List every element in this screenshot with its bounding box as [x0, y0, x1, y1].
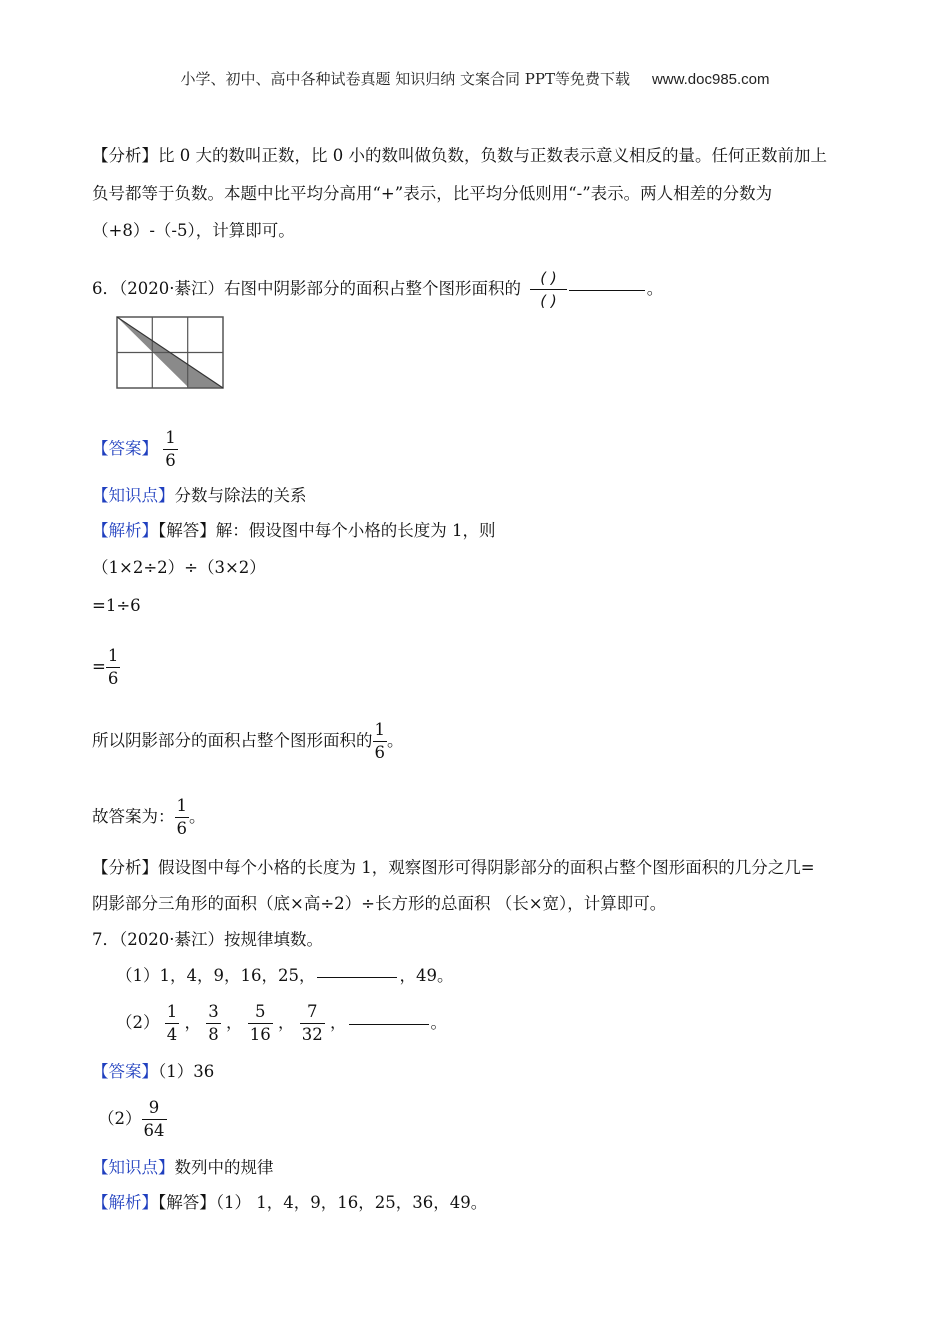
q6-knowledge	[92, 486, 307, 506]
analysis5-line3: （+8）-（-5），计算即可。	[92, 221, 295, 240]
q6-conclusion-num: 1	[373, 720, 388, 742]
q6-conclusion-fraction	[373, 720, 388, 763]
q6-knowledge-text: 分数与除法的关系	[174, 486, 307, 505]
q7-knowledge	[92, 1158, 274, 1178]
q6-final	[92, 796, 206, 839]
q7-answer	[92, 1062, 214, 1082]
q6-end: 。	[646, 279, 664, 298]
q7-answer2-fraction	[142, 1098, 167, 1141]
q7-answer-label: 【答案】	[92, 1062, 158, 1081]
q6-step3-num: 1	[106, 646, 121, 668]
q6-knowledge-label: 【知识点】	[92, 486, 175, 505]
q6-stem-text: 6．（2020·綦江）右图中阴影部分的面积占整个图形面积的	[92, 279, 521, 298]
q7-fraction-2-num: 3	[206, 1002, 221, 1024]
q7-sep-1: ，	[184, 1013, 201, 1032]
q7-fraction-4	[300, 1002, 325, 1045]
q6-conclusion-period: 。	[387, 731, 404, 750]
q6-answer	[92, 428, 178, 471]
q7-stem: 7．（2020·綦江）按规律填数。	[92, 930, 323, 949]
q6-final-fraction	[175, 796, 190, 839]
q6-final-den: 6	[176, 819, 187, 838]
q6-conclusion-text: 所以阴影部分的面积占整个图形面积的	[92, 731, 373, 750]
q6-step2: =1÷6	[92, 596, 141, 615]
q7-answer2-den: 64	[143, 1121, 165, 1140]
q6-answer-num: 1	[163, 428, 178, 450]
q6-solution-label: 【解析】	[92, 521, 158, 540]
q6-solution	[92, 521, 496, 541]
q6-answer-label: 【答案】	[92, 439, 158, 458]
q6-grid-figure	[115, 315, 225, 390]
q7-knowledge-label: 【知识点】	[92, 1158, 175, 1177]
q7-fraction-4-den: 32	[301, 1025, 323, 1044]
header-site[interactable]: www.doc985.com	[651, 71, 770, 88]
q7-fraction-2-den: 8	[208, 1025, 219, 1044]
q7-answer2-prefix: （2）	[98, 1109, 142, 1128]
q6-step3	[92, 646, 120, 689]
q7-solution	[92, 1193, 487, 1213]
header-text: 小学、初中、高中各种试卷真题 知识归纳 文案合同 PPT等免费下载	[180, 70, 630, 88]
q7-fraction-2	[206, 1002, 221, 1045]
q6-answer-blank[interactable]	[569, 289, 645, 291]
q7-knowledge-text: 数列中的规律	[174, 1158, 274, 1177]
q7-fraction-3	[248, 1002, 273, 1045]
analysis5-line1: 【分析】比 0 大的数叫正数，比 0 小的数叫做负数，负数与正数表示意义相反的量。任何正数前加上	[92, 146, 827, 165]
q6-solution-intro: 【解答】解：假设图中每个小格的长度为 1，则	[158, 521, 496, 540]
q7-sep-2: ，	[226, 1013, 243, 1032]
q6-paren-den: ( )	[540, 292, 557, 310]
q7-solution-text: 【解答】（1） 1，4，9，16，25，36，49。	[158, 1193, 488, 1212]
q7-part1-blank[interactable]	[317, 976, 397, 978]
q6-step3-den: 6	[107, 669, 119, 688]
q6-conclusion	[92, 720, 404, 763]
q7-fraction-3-den: 16	[249, 1025, 271, 1044]
q6-conclusion-den: 6	[374, 743, 385, 762]
q7-fraction-1-num: 1	[165, 1002, 180, 1024]
q7-sep-4: ，	[330, 1013, 347, 1032]
q7-part2-prefix: （2）	[116, 1013, 160, 1032]
page-header	[0, 68, 950, 89]
q7-fraction-1-den: 4	[166, 1025, 178, 1044]
q6-step3-prefix: =	[92, 657, 106, 676]
q7-fraction-1	[165, 1002, 180, 1045]
q6-final-num: 1	[175, 796, 190, 818]
q6-step3-fraction	[106, 646, 121, 689]
analysis5-line2: 负号都等于负数。本题中比平均分高用“+”表示，比平均分低则用“-”表示。两人相差的分数为	[92, 184, 773, 203]
q7-part2-blank[interactable]	[349, 1023, 429, 1025]
q7-part1	[116, 966, 453, 986]
q6-answer-fraction	[163, 428, 178, 471]
q6-final-text: 故答案为：	[92, 807, 175, 826]
q7-part1-prefix: （1）1，4，9，16，25，	[116, 966, 316, 985]
q6-analysis-line1: 【分析】假设图中每个小格的长度为 1，观察图形可得阴影部分的面积占整个图形面积的几分之几=	[92, 858, 815, 877]
q7-solution-label: 【解析】	[92, 1193, 158, 1212]
q6-stem	[92, 268, 663, 311]
q7-part1-suffix: ，49。	[399, 966, 454, 985]
q7-answer1: （1）36	[158, 1062, 215, 1081]
q6-final-period: 。	[189, 807, 206, 826]
q7-answer2-num: 9	[142, 1098, 167, 1120]
q6-paren-fraction	[530, 268, 566, 311]
q7-answer2	[98, 1098, 167, 1141]
q6-step1: （1×2÷2）÷（3×2）	[92, 558, 266, 577]
q7-fraction-3-num: 5	[248, 1002, 273, 1024]
q7-fraction-4-num: 7	[300, 1002, 325, 1024]
q7-part2	[116, 1002, 447, 1045]
q6-paren-num: ( )	[530, 268, 566, 290]
q6-analysis-line2: 阴影部分三角形的面积（底×高÷2）÷长方形的总面积 （长×宽），计算即可。	[92, 894, 667, 913]
q7-part2-end: 。	[430, 1013, 447, 1032]
q6-answer-den: 6	[165, 451, 176, 470]
q7-sep-3: ，	[278, 1013, 295, 1032]
